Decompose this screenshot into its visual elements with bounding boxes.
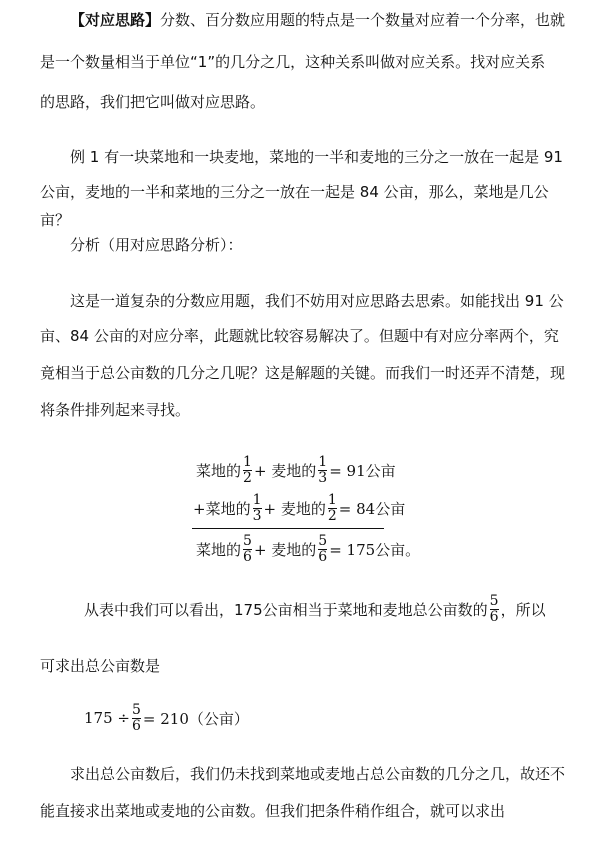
analysis-line-4: 将条件排列起来寻找。: [40, 401, 191, 419]
example-line-1: 例 1 有一块菜地和一块麦地，菜地的一半和麦地的三分之一放在一起是 91: [70, 148, 563, 166]
analysis-line-2: 亩、84 公亩的对应分率，此题就比较容易解决了。但题中有对应分率两个，究: [40, 327, 559, 345]
calc-term-a: 175 ÷: [84, 709, 130, 727]
conclusion-denominator: 6: [489, 608, 499, 625]
eq3-fraction-2: [318, 534, 327, 565]
example-line-2: 公亩，麦地的一半和菜地的三分之一放在一起是 84 公亩，那么，菜地是几公亩？: [40, 183, 549, 229]
eq3-f2-numerator: 5: [318, 532, 328, 549]
eq3-f2-denominator: 6: [318, 548, 328, 565]
eq2-term-b: + 麦地的: [263, 499, 326, 518]
conclusion-line: [84, 591, 546, 627]
calc-result: = 210（公亩）: [142, 709, 249, 728]
eq3-fraction-1: [243, 534, 252, 565]
eq3-f1-numerator: 5: [243, 532, 252, 549]
eq2-fraction-1: [253, 493, 262, 524]
intro-line-3: 的思路，我们把它叫做对应思路。: [40, 93, 266, 111]
intro-term: 【对应思路】: [70, 11, 161, 29]
eq1-fraction-1: [243, 455, 252, 486]
eq1-f1-denominator: 2: [243, 469, 252, 486]
analysis-line-3: 竟相当于总公亩数的几分之几呢？这是解题的关键。而我们一时还弄不清楚，现: [40, 364, 566, 382]
eq1-fraction-2: [318, 455, 327, 486]
analysis-heading: 分析（用对应思路分析）：: [70, 236, 243, 254]
final-line-1: 求出总公亩数后，我们仍未找到菜地或麦地占总公亩数的几分之几，故还不: [70, 765, 566, 783]
eq2-term-a: +菜地的: [193, 499, 251, 518]
analysis-line-1: 这是一道复杂的分数应用题，我们不妨用对应思路去思索。如能找出 91 公: [70, 292, 564, 310]
eq3-term-a: 菜地的: [196, 540, 242, 559]
calc-fraction: [132, 703, 141, 734]
eq2-f1-numerator: 1: [252, 491, 262, 508]
intro-line-1: 分数、百分数应用题的特点是一个数量对应着一个分率，也就: [160, 11, 566, 29]
equation-row-1: [196, 452, 396, 488]
eq1-result: = 91公亩: [329, 461, 396, 480]
eq1-f2-numerator: 1: [318, 453, 328, 470]
eq1-f1-numerator: 1: [243, 453, 252, 470]
intro-paragraph: [40, 6, 570, 34]
calc-denominator: 6: [131, 717, 141, 734]
conclusion-fraction: [490, 594, 499, 625]
eq2-f2-denominator: 2: [327, 507, 337, 524]
eq1-term-a: 菜地的: [196, 461, 242, 480]
intro-line-2: 是一个数量相当于单位“1”的几分之几，这种关系叫做对应关系。找对应关系: [40, 53, 546, 71]
eq2-fraction-2: [328, 493, 337, 524]
sum-line: [192, 528, 384, 529]
conclusion-numerator: 5: [489, 592, 499, 609]
final-line-2: 能直接求出菜地或麦地的公亩数。但我们把条件稍作组合，就可以求出: [40, 802, 506, 820]
equation-row-2: [193, 490, 405, 526]
eq2-result: = 84公亩: [338, 499, 406, 518]
eq1-f2-denominator: 3: [318, 469, 328, 486]
calculation: [84, 700, 249, 736]
eq2-f2-numerator: 1: [327, 491, 337, 508]
eq3-result: = 175公亩。: [329, 540, 421, 559]
eq3-term-b: + 麦地的: [253, 540, 317, 559]
conclusion-text: 从表中我们可以看出，175公亩相当于菜地和麦地总公亩数的: [84, 600, 488, 619]
eq2-f1-denominator: 3: [252, 507, 262, 524]
eq3-f1-denominator: 6: [243, 548, 252, 565]
equation-row-3: [196, 531, 420, 567]
conclusion-tail: ，所以: [500, 600, 546, 619]
can-find-line: 可求出总公亩数是: [40, 657, 161, 675]
eq1-term-b: + 麦地的: [253, 461, 317, 480]
calc-numerator: 5: [131, 701, 141, 718]
